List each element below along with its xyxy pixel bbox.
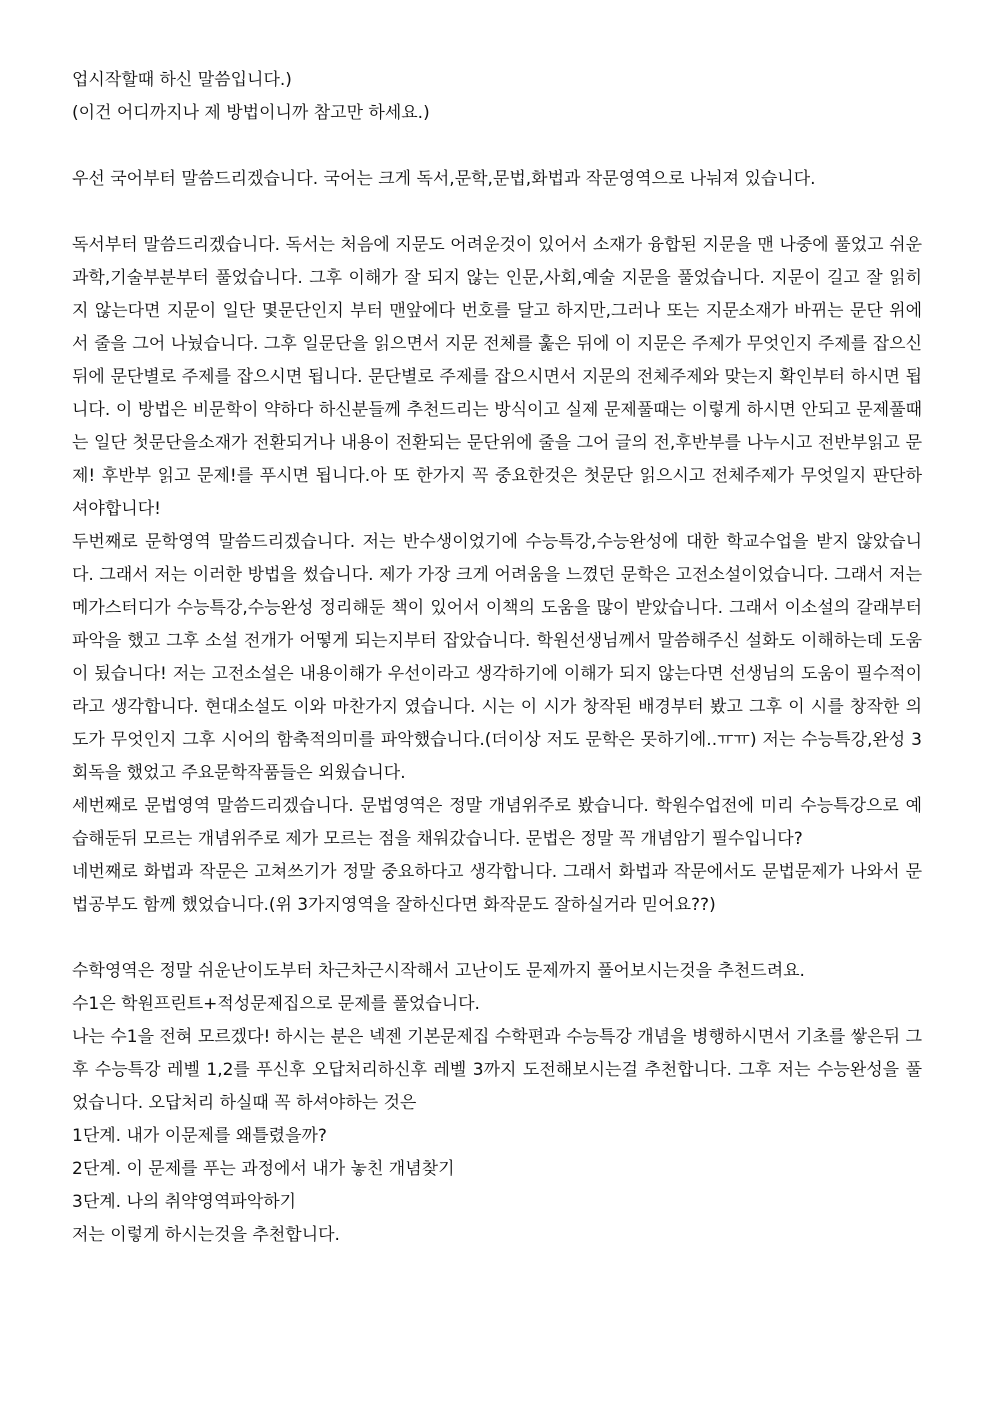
math-beginner-tip-paragraph: 나는 수1을 전혀 모르겠다! 하시는 분은 넥젠 기본문제집 수학편과 수능특강 개념을 병행하시면서 기초를 쌓은뒤 그후 수능특강 레벨 1,2를 푸신후 오답처리하신후 레벨 3까지 도전해보시는걸 추천합니다. 그후 저는 수능완성을 풀었습니다. 오답처리 하실때 꼭 하셔야하는 것은 bbox=[72, 1027, 922, 1113]
math1-paragraph: 수1은 학원프린트+적성문제집으로 문제를 풀었습니다. bbox=[72, 994, 480, 1014]
blank-line bbox=[72, 130, 922, 163]
speech-writing-section-paragraph: 네번째로 화법과 작문은 고쳐쓰기가 정말 중요하다고 생각합니다. 그래서 화법과 작문에서도 문법문제가 나와서 문법공부도 함께 했었습니다.(위 3가지영역을 잘하신다면 화작문도 잘하실거라 믿어요??) bbox=[72, 862, 922, 915]
math-closing: 저는 이렇게 하시는것을 추천합니다. bbox=[72, 1225, 340, 1245]
grammar-section-paragraph: 세번째로 문법영역 말씀드리겠습니다. 문법영역은 정말 개념위주로 봤습니다. 학원수업전에 미리 수능특강으로 예습해둔뒤 모르는 개념위주로 제가 모르는 점을 채워갔습니다. 문법은 정말 꼭 개념암기 필수입니다? bbox=[72, 796, 922, 849]
intro-line-1: 업시작할때 하신 말씀입니다.) bbox=[72, 70, 292, 90]
document-page bbox=[72, 64, 922, 1252]
math-step-1: 1단계. 내가 이문제를 왜틀렸을까? bbox=[72, 1126, 327, 1146]
math-step-2: 2단계. 이 문제를 푸는 과정에서 내가 놓친 개념찾기 bbox=[72, 1159, 455, 1179]
blank-line bbox=[72, 196, 922, 229]
blank-line bbox=[72, 922, 922, 955]
math-overview-paragraph: 수학영역은 정말 쉬운난이도부터 차근차근시작해서 고난이도 문제까지 풀어보시는것을 추천드려요. bbox=[72, 961, 805, 981]
korean-overview-paragraph: 우선 국어부터 말씀드리겠습니다. 국어는 크게 독서,문학,문법,화법과 작문영역으로 나눠져 있습니다. bbox=[72, 169, 816, 189]
math-step-3: 3단계. 나의 취약영역파악하기 bbox=[72, 1192, 297, 1212]
literature-section-paragraph: 두번째로 문학영역 말씀드리겠습니다. 저는 반수생이었기에 수능특강,수능완성에 대한 학교수업을 받지 않았습니다. 그래서 저는 이러한 방법을 썼습니다. 제가 가장 크게 어려움을 느꼈던 문학은 고전소설이었습니다. 그래서 저는 메가스터디가 수능특강,수능완성 정리해둔 책이 있어서 이책의 도움을 많이 받았습니다. 그래서 이소설의 갈래부터 파악을 했고 그후 소설 전개가 어떻게 되는지부터 잡았습니다. 학원선생님께서 말씀해주신 설화도 이해하는데 도움이 됬습니다! 저는 고전소설은 내용이해가 우선이라고 생각하기에 이해가 되지 않는다면 선생님의 도움이 필수적이라고 생각합니다. 현대소설도 이와 마찬가지 였습니다. 시는 이 시가 창작된 배경부터 봤고 그후 이 시를 창작한 의도가 무엇인지 그후 시어의 함축적의미를 파악했습니다.(더이상 저도 문학은 못하기에..ㅠㅠ) 저는 수능특강,완성 3회독을 했었고 주요문학작품들은 외웠습니다. bbox=[72, 532, 922, 783]
intro-line-2: (이건 어디까지나 제 방법이니까 참고만 하세요.) bbox=[72, 103, 430, 123]
reading-section-paragraph: 독서부터 말씀드리겠습니다. 독서는 처음에 지문도 어려운것이 있어서 소재가 융합된 지문을 맨 나중에 풀었고 쉬운 과학,기술부분부터 풀었습니다. 그후 이해가 잘 되지 않는 인문,사회,예술 지문을 풀었습니다. 지문이 길고 잘 읽히지 않는다면 지문이 일단 몇문단인지 부터 맨앞에다 번호를 달고 하지만,그러나 또는 지문소재가 바뀌는 문단 위에서 줄을 그어 나눴습니다. 그후 일문단을 읽으면서 지문 전체를 훑은 뒤에 이 지문은 주제가 무엇인지 주제를 잡으신 뒤에 문단별로 주제를 잡으시면 됩니다. 문단별로 주제를 잡으시면서 지문의 전체주제와 맞는지 확인부터 하시면 됩니다. 이 방법은 비문학이 약하다 하신분들께 추천드리는 방식이고 실제 문제풀때는 이렇게 하시면 안되고 문제풀때는 일단 첫문단을소재가 전환되거나 내용이 전환되는 문단위에 줄을 그어 글의 전,후반부를 나누시고 전반부읽고 문제! 후반부 읽고 문제!를 푸시면 됩니다.아 또 한가지 꼭 중요한것은 첫문단 읽으시고 전체주제가 무엇일지 판단하셔야합니다! bbox=[72, 235, 922, 519]
